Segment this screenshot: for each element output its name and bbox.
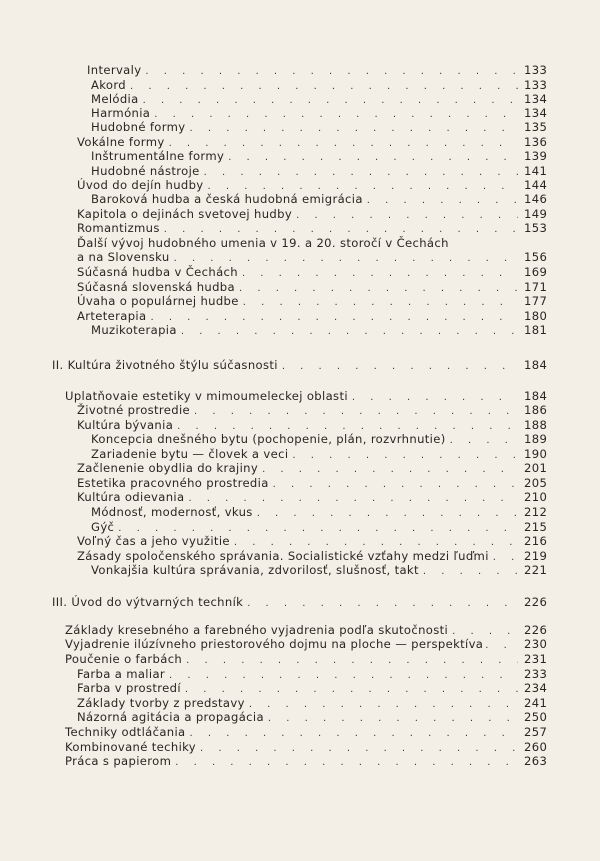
toc-entry-title: Súčasná hudba v Čechách: [77, 265, 238, 279]
toc-entry-title: Začlenenie obydlia do krajiny: [77, 461, 259, 475]
toc-entry: [91, 120, 546, 136]
toc-entry: [77, 534, 546, 550]
toc-entry-title: Farba a maliar: [77, 667, 166, 681]
toc-leader: [243, 296, 518, 310]
toc-entry-title: Zariadenie bytu — človek a veci: [91, 447, 289, 461]
toc-entry-page: 231: [524, 652, 548, 666]
toc-leader: [164, 223, 518, 237]
toc-entry-title: Muzikoterapia: [91, 323, 177, 337]
section-title: III. Úvod do výtvarných techník: [52, 595, 244, 609]
toc-entry-page: 136: [524, 135, 548, 149]
toc-entry-page: 133: [524, 78, 548, 92]
toc-entry-title: Intervaly: [87, 63, 142, 77]
toc-leader: [367, 194, 518, 208]
toc-entry-title: Voľný čas a jeho využitie: [77, 534, 230, 548]
toc-entry-page: 234: [524, 681, 548, 695]
toc-entry-page: 215: [524, 520, 548, 534]
toc-entry-title-continued: a na Slovensku: [77, 250, 170, 264]
toc-leader: [175, 756, 518, 770]
toc-entry-title: Baroková hudba a česká hudobná emigrácia: [91, 192, 363, 206]
toc-entry: [65, 725, 546, 741]
toc-entry-page: 219: [524, 549, 548, 563]
toc-entry-page: 133: [524, 63, 548, 77]
toc-leader: [181, 325, 518, 339]
toc-leader: [185, 683, 518, 697]
toc-entry-page: 230: [524, 637, 548, 651]
toc-entry: [77, 461, 546, 477]
toc-entry-page: 169: [524, 265, 548, 279]
toc-entry-title: Základy kresebného a farebného vyjadrenia podľa skutočnosti: [65, 623, 449, 637]
toc-entry-title: Farba v prostredí: [77, 681, 181, 695]
toc-entry-page: 135: [524, 120, 548, 134]
toc-entry-page: 149: [524, 207, 548, 221]
toc-entry-title: Hudobné formy: [91, 120, 186, 134]
toc-entry-page: 233: [524, 667, 548, 681]
toc-entry-title: Kapitola o dejinách svetovej hudby: [77, 207, 293, 221]
toc-leader: [257, 507, 518, 521]
toc-entry: [77, 294, 546, 310]
toc-entry-page: 184: [524, 389, 548, 403]
toc-entry-page: 190: [524, 447, 548, 461]
toc-leader: [423, 565, 518, 579]
toc-entry-title: Názorná agitácia a propagácia: [77, 710, 264, 724]
toc-entry-page: 216: [524, 534, 548, 548]
toc-entry: [65, 652, 546, 668]
toc-entry-page: 189: [524, 432, 548, 446]
toc-entry: [77, 221, 546, 237]
toc-entry: [91, 432, 546, 448]
toc-leader: [228, 151, 518, 165]
toc-entry-title: Inštrumentálne formy: [91, 149, 225, 163]
section-heading: [52, 595, 546, 611]
toc-leader: [234, 536, 518, 550]
toc-entry-title: Melódia: [91, 92, 139, 106]
toc-leader: [190, 727, 518, 741]
toc-entry-title: Kombinované techiky: [65, 740, 196, 754]
section-heading: [52, 358, 546, 374]
toc-entry: [77, 681, 546, 697]
toc-entry-title: Úvod do dejín hudby: [77, 178, 204, 192]
toc-entry-title: Koncepcia dnešného bytu (pochopenie, plán, rozvrhnutie): [91, 432, 446, 446]
toc-entry-title: Súčasná slovenská hudba: [77, 280, 235, 294]
toc-entry-title: Poučenie o farbách: [65, 652, 183, 666]
toc-entry-page: 134: [524, 106, 548, 120]
toc-entry: [87, 63, 546, 79]
toc-entry-page: 263: [524, 754, 548, 768]
toc-entry-title: Zásady spoločenského správania. Socialistické vzťahy medzi ľuďmi: [77, 549, 489, 563]
section-page: 184: [524, 358, 548, 372]
toc-entry-page: 180: [524, 309, 548, 323]
toc-entry-page: 177: [524, 294, 548, 308]
toc-entry-page: 171: [524, 280, 548, 294]
toc-entry-page: 212: [524, 505, 548, 519]
toc-entry-page: 201: [524, 461, 548, 475]
toc-entry-title: Romantizmus: [77, 221, 160, 235]
section-title: II. Kultúra životného štýlu súčasnosti: [52, 358, 278, 372]
toc-entry: [77, 250, 546, 266]
toc-entry-title: Práca s papierom: [65, 754, 172, 768]
toc-entry-page: 141: [524, 164, 548, 178]
toc-leader: [282, 360, 518, 374]
toc-entry: [77, 490, 546, 506]
toc-entry: [91, 192, 546, 208]
toc-entry: [91, 563, 546, 579]
toc-entry-title: Vonkajšia kultúra správania, zdvorilosť, slušnosť, takt: [91, 563, 419, 577]
toc-entry-page: 156: [524, 250, 548, 264]
toc-entry-page: 241: [524, 696, 548, 710]
toc-leader: [174, 252, 518, 266]
toc-entry: [77, 265, 546, 281]
toc-entry-title: Módnosť, modernosť, vkus: [91, 505, 253, 519]
toc-entry-title: Základy tvorby z predstavy: [77, 696, 245, 710]
toc-leader: [194, 405, 518, 419]
toc-entry-page: 146: [524, 192, 548, 206]
toc-entry-title: Ďalší vývoj hudobného umenia v 19. a 20. storočí v Čechách: [77, 236, 449, 250]
toc-entry-page: 139: [524, 149, 548, 163]
toc-entry: [77, 403, 546, 419]
section-page: 226: [524, 595, 548, 609]
toc-entry-title: Kultúra bývania: [77, 418, 174, 432]
toc-entry-title: Úvaha o populárnej hudbe: [77, 294, 239, 308]
toc-entry-page: 188: [524, 418, 548, 432]
toc-entry-title: Akord: [91, 78, 126, 92]
toc-leader: [145, 65, 518, 79]
toc-entry-page: 205: [524, 476, 548, 490]
toc-entry: [65, 637, 546, 653]
toc-entry-page: 250: [524, 710, 548, 724]
toc-entry-title: Vokálne formy: [77, 135, 165, 149]
toc-entry-page: 144: [524, 178, 548, 192]
toc-entry-title: Vyjadrenie ilúzívneho priestorového dojmu na ploche — perspektíva: [65, 637, 484, 651]
toc-leader: [242, 267, 518, 281]
toc-entry-page: 186: [524, 403, 548, 417]
toc-entry-title: Harmónia: [91, 106, 151, 120]
toc-entry-title: Techniky odtláčania: [65, 725, 186, 739]
toc-entry-page: 260: [524, 740, 548, 754]
toc-entry-page: 257: [524, 725, 548, 739]
toc-leader: [262, 463, 518, 477]
toc-entry-title: Hudobné nástroje: [91, 164, 200, 178]
toc-entry: [65, 754, 546, 770]
toc-entry: [77, 710, 546, 726]
toc-entry: [91, 505, 546, 521]
toc-entry-page: 221: [524, 563, 548, 577]
toc-entry-title: Gýč: [91, 520, 115, 534]
toc-leader: [485, 639, 520, 653]
toc-leader: [450, 434, 518, 448]
toc-leader: [268, 712, 518, 726]
toc-entry-title: Kultúra odievania: [77, 490, 185, 504]
toc-leader: [186, 654, 518, 668]
toc-entry-title: Arteterapia: [77, 309, 147, 323]
toc-leader: [247, 597, 518, 611]
toc-entry-page: 210: [524, 490, 548, 504]
toc-leader: [190, 122, 519, 136]
toc-leader: [188, 492, 518, 506]
toc-entry-page: 181: [524, 323, 548, 337]
toc-entry-page: 134: [524, 92, 548, 106]
toc-entry-title: Uplatňovaie estetiky v mimoumeleckej oblasti: [65, 389, 348, 403]
toc-entry-page: 153: [524, 221, 548, 235]
toc-entry-title: Estetika pracovného prostredia: [77, 476, 269, 490]
toc-entry-title: Životné prostredie: [77, 403, 191, 417]
toc-entry: [91, 323, 546, 339]
toc-entry-page: 226: [524, 623, 548, 637]
toc-entry: [91, 149, 546, 165]
